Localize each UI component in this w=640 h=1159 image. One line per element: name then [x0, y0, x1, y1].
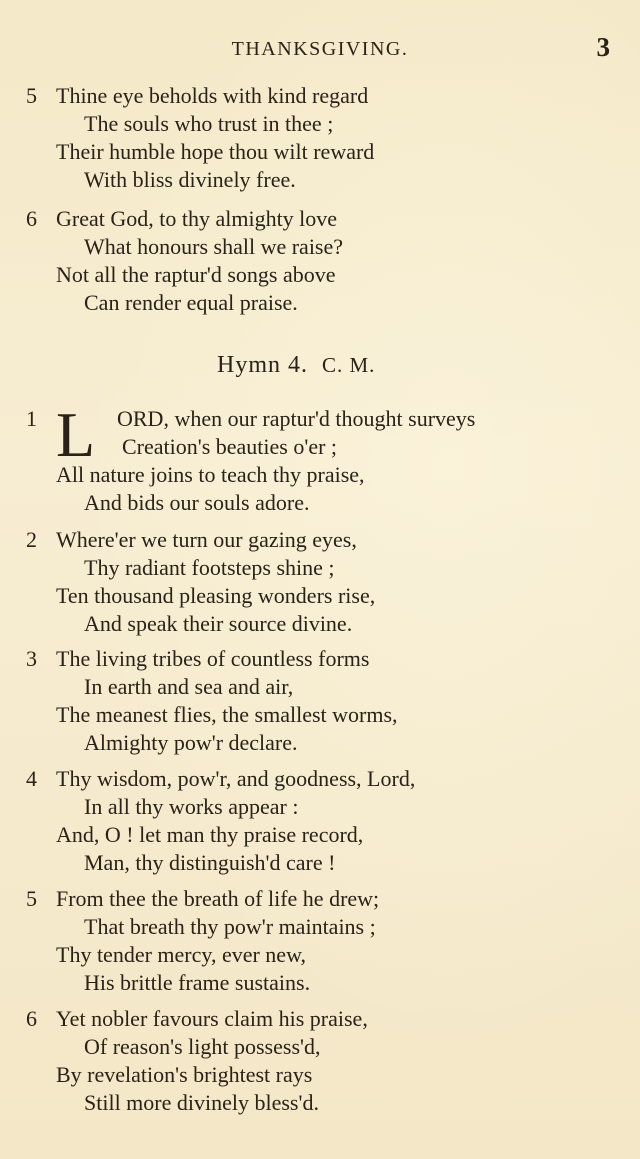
hymn-stanza-3 — [0, 645, 640, 757]
stanza-line — [0, 205, 640, 233]
stanza-number: 2 — [26, 527, 37, 552]
verse-text: The meanest flies, the smallest worms, — [56, 702, 398, 727]
verse-text: His brittle frame sustains. — [84, 970, 311, 995]
prev-hymn-stanza-6 — [0, 205, 640, 317]
hymn-stanza-5 — [0, 885, 640, 997]
verse-text: Still more divinely bless'd. — [84, 1090, 319, 1115]
running-header-title: THANKSGIVING. — [231, 38, 409, 60]
stanza-line — [0, 289, 640, 317]
stanza-line — [0, 433, 640, 461]
stanza-line — [0, 821, 640, 849]
verse-text: Thy wisdom, pow'r, and goodness, Lord, — [56, 766, 416, 791]
stanza-line — [0, 233, 640, 261]
hymn-meter: C. M. — [322, 353, 376, 377]
stanza-line — [0, 582, 640, 610]
stanza-line — [0, 1061, 640, 1089]
verse-text: In earth and sea and air, — [84, 674, 294, 699]
verse-text: Where'er we turn our gazing eyes, — [56, 527, 357, 552]
verse-text: By revelation's brightest rays — [56, 1062, 313, 1087]
prev-hymn-stanza-5 — [0, 82, 640, 194]
verse-text: With bliss divinely free. — [84, 167, 296, 192]
drop-cap: L — [56, 399, 96, 470]
verse-text: Not all the raptur'd songs above — [56, 262, 336, 287]
stanza-line — [0, 110, 640, 138]
hymn-stanza-1 — [0, 399, 640, 517]
stanza-line — [0, 729, 640, 757]
stanza-line — [0, 461, 640, 489]
stanza-line — [0, 610, 640, 638]
stanza-line — [0, 166, 640, 194]
verse-text: In all thy works appear : — [84, 794, 299, 819]
stanza-number: 6 — [26, 1006, 37, 1031]
stanza-line — [0, 969, 640, 997]
stanza-line — [0, 645, 640, 673]
verse-text: Thine eye beholds with kind regard — [56, 83, 369, 108]
stanza-line — [0, 765, 640, 793]
stanza-number: 6 — [26, 206, 37, 231]
verse-text: The souls who trust in thee ; — [84, 111, 334, 136]
hymn-stanza-6 — [0, 1005, 640, 1117]
stanza-number: 1 — [26, 406, 37, 431]
verse-text: Can render equal praise. — [84, 290, 298, 315]
verse-text: Man, thy distinguish'd care ! — [84, 850, 336, 875]
stanza-number: 3 — [26, 646, 37, 671]
stanza-line — [0, 1005, 640, 1033]
stanza-line — [0, 1089, 640, 1117]
verse-text: Of reason's light possess'd, — [84, 1034, 321, 1059]
stanza-line — [0, 138, 640, 166]
page-number: 3 — [596, 32, 610, 62]
hymn-heading — [217, 352, 375, 379]
stanza-line — [0, 913, 640, 941]
hymn-title: Hymn 4. — [217, 352, 308, 378]
verse-text: All nature joins to teach thy praise, — [56, 462, 365, 487]
verse-text: Ten thousand pleasing wonders rise, — [56, 583, 376, 608]
stanza-line — [0, 82, 640, 110]
stanza-line — [0, 793, 640, 821]
hymn-stanza-2 — [0, 526, 640, 638]
stanza-line — [0, 554, 640, 582]
verse-text: The living tribes of countless forms — [56, 646, 370, 671]
hymn-stanza-4 — [0, 765, 640, 877]
stanza-line — [0, 885, 640, 913]
stanza-line — [0, 1033, 640, 1061]
verse-text: And, O ! let man thy praise record, — [56, 822, 364, 847]
stanza-line — [0, 526, 640, 554]
stanza-line — [0, 701, 640, 729]
stanza-line — [0, 673, 640, 701]
verse-text: And speak their source divine. — [84, 611, 353, 636]
verse-text: That breath thy pow'r maintains ; — [84, 914, 376, 939]
verse-text: Their humble hope thou wilt reward — [56, 139, 375, 164]
stanza-line — [0, 941, 640, 969]
verse-text: And bids our souls adore. — [84, 490, 310, 515]
stanza-number: 5 — [26, 886, 37, 911]
stanza-line — [0, 849, 640, 877]
stanza-line — [0, 489, 640, 517]
verse-text: ORD, when our raptur'd thought surveys — [117, 406, 476, 431]
verse-text: Thy radiant footsteps shine ; — [84, 555, 335, 580]
verse-text: Great God, to thy almighty love — [56, 206, 338, 231]
verse-text: From thee the breath of life he drew; — [56, 886, 380, 911]
verse-text: Yet nobler favours claim his praise, — [56, 1006, 368, 1031]
verse-text: Thy tender mercy, ever new, — [56, 942, 307, 967]
verse-text: Creation's beauties o'er ; — [122, 434, 338, 459]
stanza-number: 4 — [26, 766, 37, 791]
stanza-number: 5 — [26, 83, 37, 108]
verse-text: What honours shall we raise? — [84, 234, 344, 259]
stanza-line — [0, 261, 640, 289]
verse-text: Almighty pow'r declare. — [84, 730, 298, 755]
